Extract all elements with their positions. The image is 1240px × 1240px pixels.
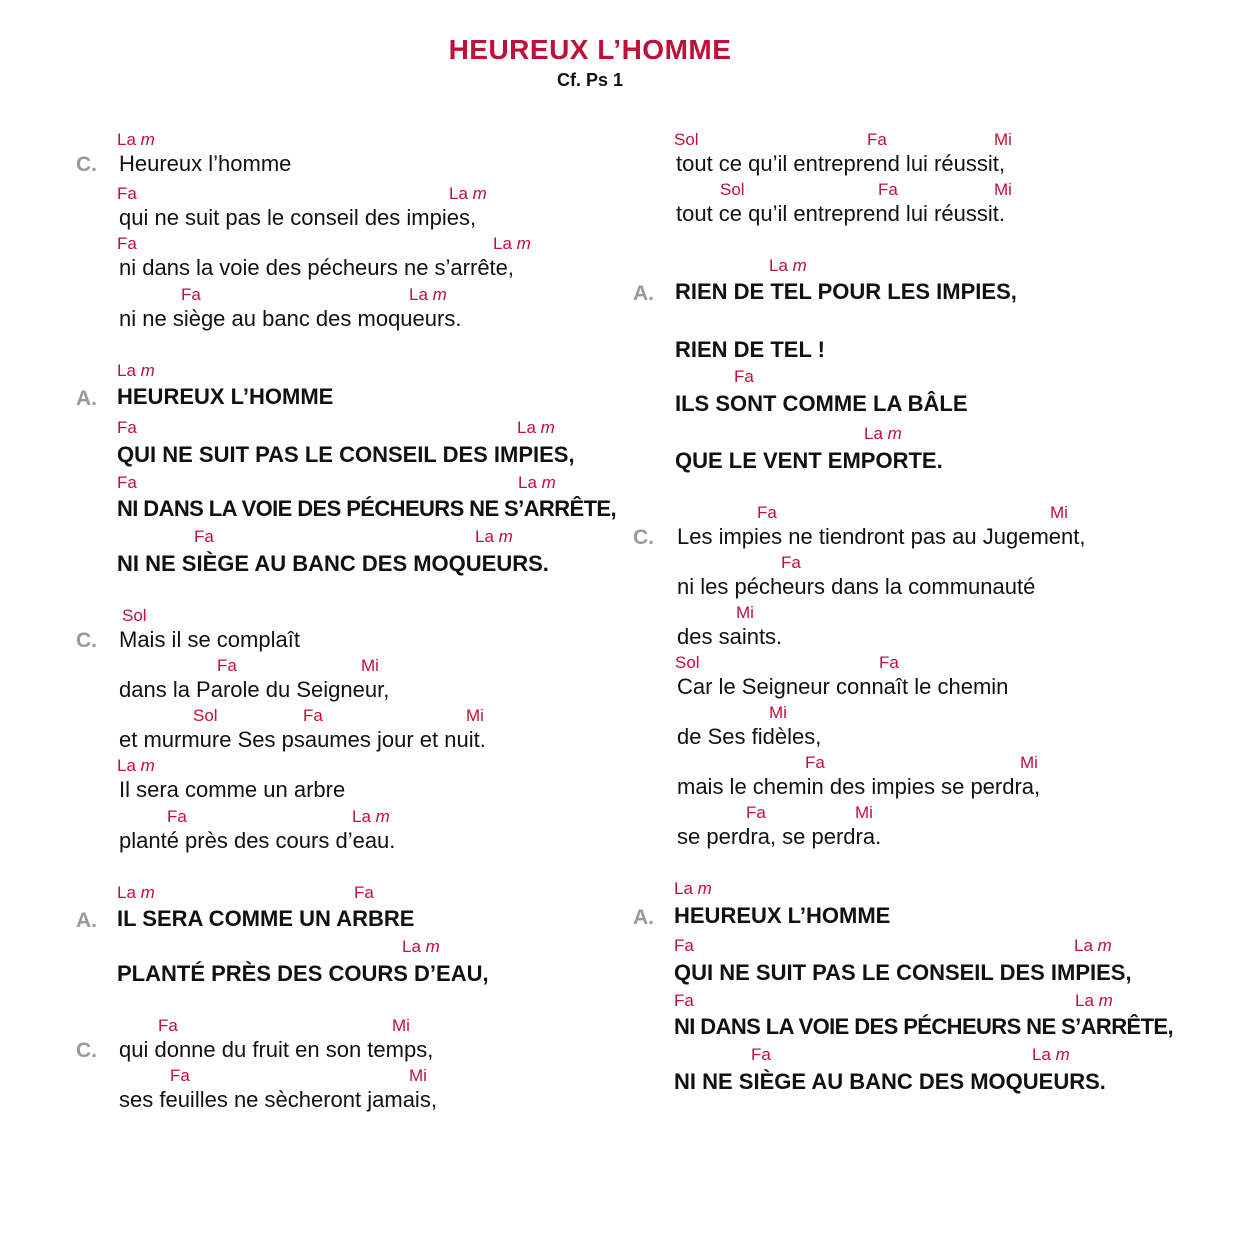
chord-mi: Mi [392,1016,410,1035]
chord-root: La [409,285,433,304]
cantor-marker: C. [76,1039,97,1062]
lyric-line: Mais il se complaît [119,627,300,652]
chord-fa: Fa [117,234,137,253]
lyric-line: Car le Seigneur connaît le chemin [677,674,1009,699]
chord-mi: Mi [1020,753,1038,772]
chord-la-minor [1075,991,1113,1011]
chord-fa: Fa [194,527,214,546]
chord-root: La [518,473,542,492]
chord-minor-suffix: m [425,937,440,956]
page-subtitle: Cf. Ps 1 [556,70,624,90]
chord-mi: Mi [409,1066,427,1085]
chord-mi: Mi [736,603,754,622]
refrain-line: RIEN DE TEL ! [675,337,825,362]
chord-minor-suffix: m [140,361,155,380]
chord-root: La [449,184,473,203]
chord-fa: Fa [781,553,801,572]
chord-la-minor [674,879,712,899]
chord-fa: Fa [158,1016,178,1035]
chord-minor-suffix: m [792,256,807,275]
chord-minor-suffix: m [697,879,712,898]
chord-la-minor [493,234,531,254]
chord-fa: Fa [879,653,899,672]
chord-fa: Fa [674,936,694,955]
chord-root: La [769,256,793,275]
chord-fa: Fa [746,803,766,822]
chord-root: La [117,883,141,902]
chord-la-minor [117,361,155,381]
chord-la-minor [117,756,155,776]
lyric-line: Heureux l’homme [119,151,292,176]
chord-sol: Sol [675,653,700,672]
chord-sol: Sol [720,180,745,199]
chord-fa: Fa [878,180,898,199]
chord-la-minor [517,418,555,438]
chord-la-minor [1032,1045,1070,1065]
lyric-line: Les impies ne tiendront pas au Jugement, [677,524,1086,549]
lyric-line: et murmure Ses psaumes jour et nuit. [119,727,486,752]
chord-mi: Mi [1050,503,1068,522]
chord-root: La [1074,936,1098,955]
chord-fa: Fa [181,285,201,304]
refrain-line: HEUREUX L’HOMME [117,384,334,409]
chord-la-minor [864,424,902,444]
chord-minor-suffix: m [1098,991,1113,1010]
chord-minor-suffix: m [140,756,155,775]
refrain-line: QUI NE SUIT PAS LE CONSEIL DES IMPIES, [674,960,1132,985]
chord-root: La [117,756,141,775]
chord-minor-suffix: m [375,807,390,826]
lyric-line: qui donne du fruit en son temps, [119,1037,434,1062]
chord-sol: Sol [674,130,699,149]
chord-minor-suffix: m [140,130,155,149]
chord-fa: Fa [734,367,754,386]
chord-minor-suffix: m [1097,936,1112,955]
chord-minor-suffix: m [140,883,155,902]
chord-fa: Fa [354,883,374,902]
lyric-line: mais le chemin des impies se perdra, [677,774,1041,799]
chord-fa: Fa [674,991,694,1010]
chord-la-minor [117,883,155,903]
chord-fa: Fa [117,473,137,492]
chord-minor-suffix: m [887,424,902,443]
refrain-line: QUE LE VENT EMPORTE. [675,448,943,473]
chord-mi: Mi [994,180,1012,199]
chord-root: La [475,527,499,546]
refrain-line: NI DANS LA VOIE DES PÉCHEURS NE S’ARRÊTE, [117,496,616,521]
lyric-line: planté près des cours d’eau. [119,828,396,853]
chord-sol: Sol [193,706,218,725]
refrain-line: RIEN DE TEL POUR LES IMPIES, [675,279,1017,304]
lyric-line: ni les pécheurs dans la communauté [677,574,1036,599]
refrain-line: QUI NE SUIT PAS LE CONSEIL DES IMPIES, [117,442,575,467]
refrain-line: ILS SONT COMME LA BÂLE [675,391,968,416]
cantor-marker: C. [76,153,97,176]
chord-fa: Fa [867,130,887,149]
chord-la-minor [402,937,440,957]
chord-root: La [117,130,141,149]
chord-la-minor [518,473,556,493]
chord-root: La [117,361,141,380]
chord-mi: Mi [769,703,787,722]
lyric-line: se perdra, se perdra. [677,824,882,849]
chord-minor-suffix: m [432,285,447,304]
chord-la-minor [769,256,807,276]
cantor-marker: C. [633,526,654,549]
chord-fa: Fa [303,706,323,725]
chord-fa: Fa [117,184,137,203]
chord-mi: Mi [994,130,1012,149]
chord-root: La [1032,1045,1056,1064]
chord-root: La [352,807,376,826]
refrain-line: NI NE SIÈGE AU BANC DES MOQUEURS. [674,1069,1106,1094]
chord-root: La [493,234,517,253]
chord-la-minor [352,807,390,827]
chord-la-minor [117,130,155,150]
chord-fa: Fa [751,1045,771,1064]
chord-fa: Fa [805,753,825,772]
chord-mi: Mi [361,656,379,675]
assembly-marker: A. [633,906,654,929]
lyric-line: ses feuilles ne sècheront jamais, [119,1087,437,1112]
page-title: HEUREUX L’HOMME [448,34,732,65]
lyric-line: tout ce qu’il entreprend lui réussit. [676,201,1005,226]
chord-minor-suffix: m [540,418,555,437]
assembly-marker: A. [76,909,97,932]
lyric-line: ni dans la voie des pécheurs ne s’arrête, [119,255,515,280]
refrain-line: NI DANS LA VOIE DES PÉCHEURS NE S’ARRÊTE, [674,1014,1173,1039]
assembly-marker: A. [633,282,654,305]
refrain-line: IL SERA COMME UN ARBRE [117,906,415,931]
lyric-line: ni ne siège au banc des moqueurs. [119,306,462,331]
chord-la-minor [409,285,447,305]
refrain-line: PLANTÉ PRÈS DES COURS D’EAU, [117,961,489,986]
chord-root: La [1075,991,1099,1010]
lyric-line: tout ce qu’il entreprend lui réussit, [676,151,1005,176]
chord-la-minor [1074,936,1112,956]
assembly-marker: A. [76,387,97,410]
lyric-line: qui ne suit pas le conseil des impies, [119,205,477,230]
chord-fa: Fa [757,503,777,522]
chord-la-minor [449,184,487,204]
chord-root: La [864,424,888,443]
lyric-line: dans la Parole du Seigneur, [119,677,390,702]
lyric-line: des saints. [677,624,783,649]
chord-minor-suffix: m [472,184,487,203]
cantor-marker: C. [76,629,97,652]
refrain-line: NI NE SIÈGE AU BANC DES MOQUEURS. [117,551,549,576]
chord-mi: Mi [466,706,484,725]
chord-minor-suffix: m [1055,1045,1070,1064]
chord-la-minor [475,527,513,547]
lyric-line: de Ses fidèles, [677,724,822,749]
chord-root: La [402,937,426,956]
chord-fa: Fa [167,807,187,826]
refrain-line: HEUREUX L’HOMME [674,903,891,928]
chord-sol: Sol [122,606,147,625]
chord-minor-suffix: m [498,527,513,546]
chord-root: La [517,418,541,437]
chord-root: La [674,879,698,898]
chord-fa: Fa [217,656,237,675]
chord-minor-suffix: m [541,473,556,492]
chord-minor-suffix: m [516,234,531,253]
lyric-line: Il sera comme un arbre [119,777,346,802]
chord-fa: Fa [170,1066,190,1085]
chord-fa: Fa [117,418,137,437]
chord-mi: Mi [855,803,873,822]
